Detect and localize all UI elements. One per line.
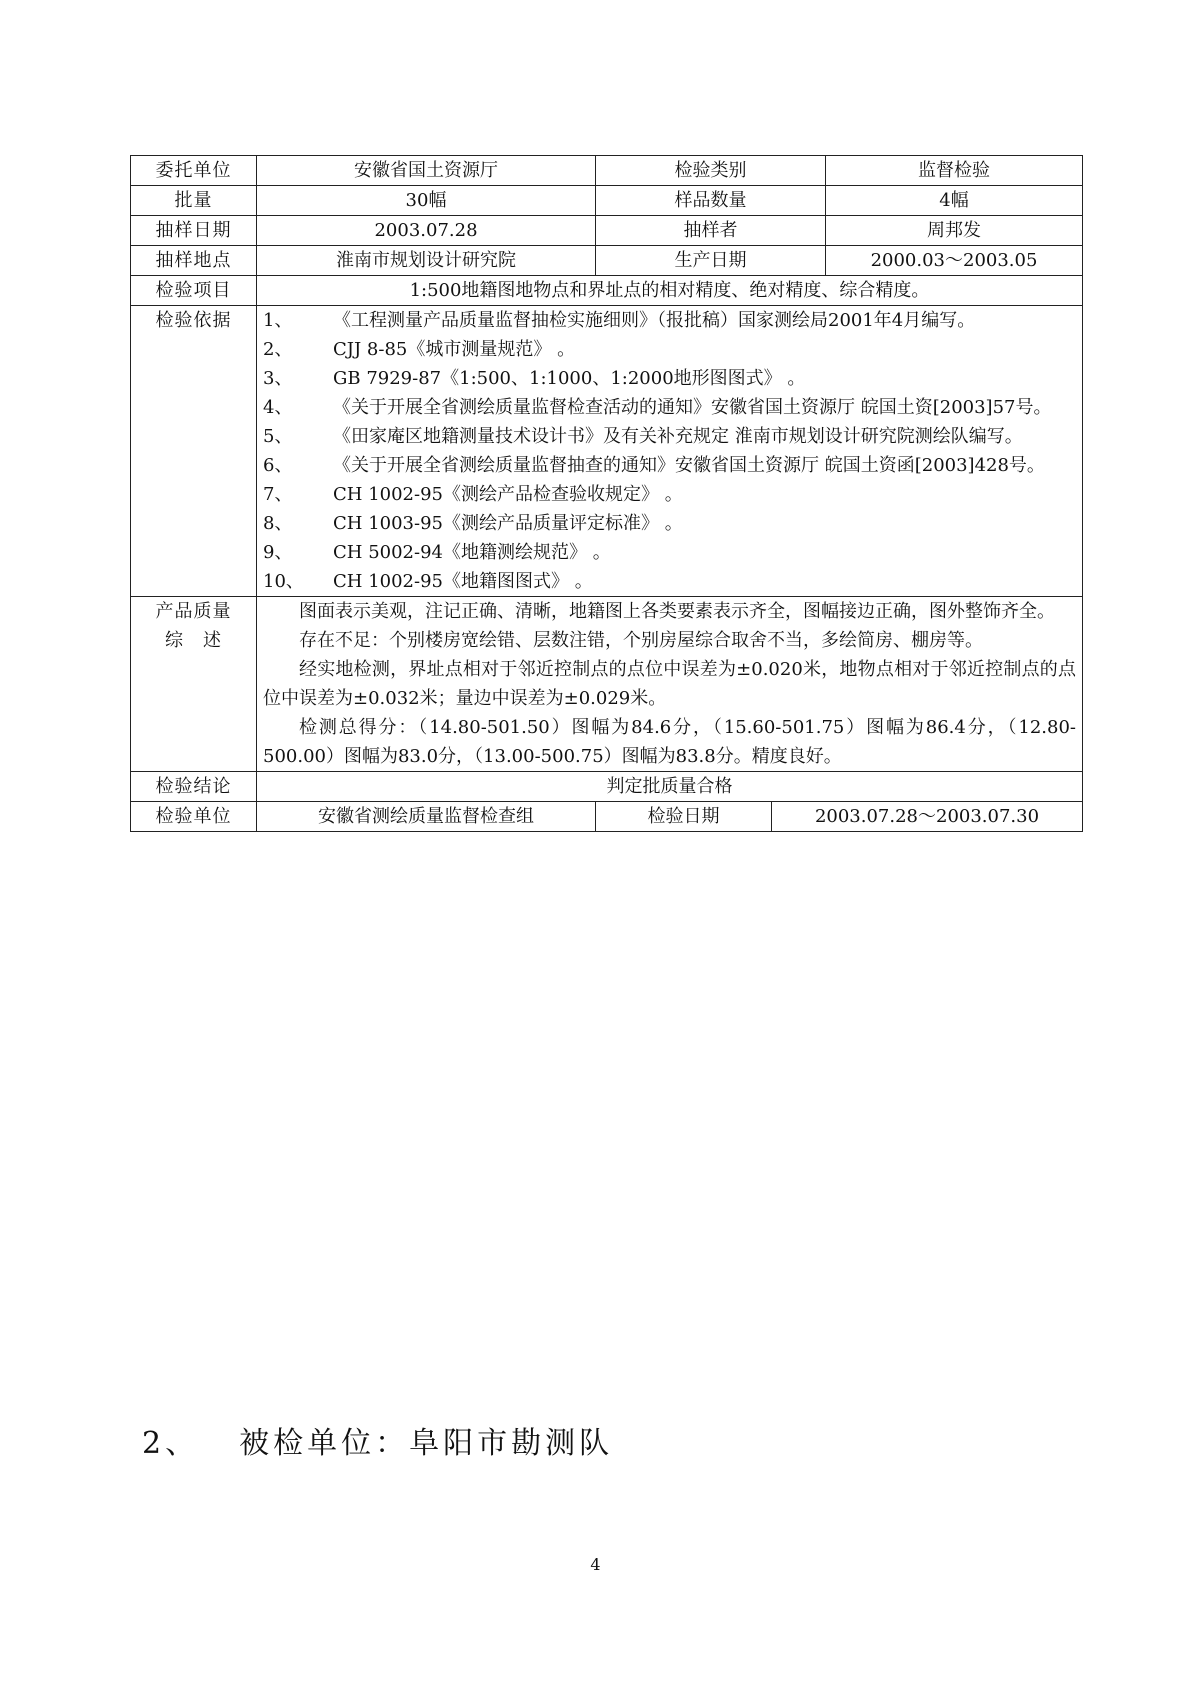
inspection-type-value: 监督检验 bbox=[826, 156, 1083, 186]
basis-item-number: 6、 bbox=[263, 455, 293, 476]
basis-item-text: 《关于开展全省测绘质量监督检查活动的通知》安徽省国土资源厅 皖国土资[2003]57号。 bbox=[333, 397, 1052, 418]
basis-item bbox=[263, 335, 1076, 364]
sampling-date-label: 抽样日期 bbox=[131, 216, 257, 246]
client-value: 安徽省国土资源厅 bbox=[257, 156, 596, 186]
basis-item bbox=[263, 422, 1076, 451]
basis-item bbox=[263, 509, 1076, 538]
basis-item bbox=[263, 538, 1076, 567]
quality-summary-label bbox=[131, 597, 257, 772]
basis-item-number: 1、 bbox=[263, 310, 293, 331]
basis-item-text: 《工程测量产品质量监督抽检实施细则》（报批稿）国家测绘局2001年4月编写。 bbox=[333, 310, 976, 331]
basis-item-number: 4、 bbox=[263, 397, 293, 418]
row-batch bbox=[131, 186, 1083, 216]
basis-item-number: 2、 bbox=[263, 339, 293, 360]
basis-item-number: 3、 bbox=[263, 368, 293, 389]
quality-paragraph: 存在不足：个别楼房宽绘错、层数注错，个别房屋综合取舍不当，多绘简房、棚房等。 bbox=[299, 630, 983, 651]
basis-item bbox=[263, 480, 1076, 509]
inspection-unit-value: 安徽省测绘质量监督检查组 bbox=[257, 802, 596, 832]
sampling-place-label: 抽样地点 bbox=[131, 246, 257, 276]
batch-label: 批量 bbox=[131, 186, 257, 216]
basis-item-number: 10、 bbox=[263, 571, 304, 592]
inspection-basis-label: 检验依据 bbox=[131, 306, 257, 597]
sampling-place-value: 淮南市规划设计研究院 bbox=[257, 246, 596, 276]
basis-item-number: 8、 bbox=[263, 513, 293, 534]
basis-item bbox=[263, 306, 1076, 335]
quality-summary-label-line2: 综 述 bbox=[165, 630, 222, 651]
production-date-label: 生产日期 bbox=[596, 246, 826, 276]
row-sampling-place bbox=[131, 246, 1083, 276]
section-title: 被检单位：阜阳市勘测队 bbox=[239, 1426, 614, 1461]
quality-paragraph: 经实地检测，界址点相对于邻近控制点的点位中误差为±0.020米，地物点相对于邻近控制点的点位中误差为±0.032米；量边中误差为±0.029米。 bbox=[263, 659, 1076, 709]
client-label: 委托单位 bbox=[131, 156, 257, 186]
basis-item bbox=[263, 393, 1076, 422]
batch-value: 30幅 bbox=[257, 186, 596, 216]
production-date-value: 2000.03～2003.05 bbox=[826, 246, 1083, 276]
basis-item-number: 5、 bbox=[263, 426, 293, 447]
row-sampling-date bbox=[131, 216, 1083, 246]
sampler-value: 周邦发 bbox=[826, 216, 1083, 246]
basis-item-text: CH 1003-95《测绘产品质量评定标准》 。 bbox=[333, 513, 683, 534]
page-number: 4 bbox=[590, 1555, 601, 1574]
sample-count-label: 样品数量 bbox=[596, 186, 826, 216]
basis-item-text: GB 7929-87《1:500、1:1000、1:2000地形图图式》 。 bbox=[333, 368, 806, 389]
basis-item bbox=[263, 451, 1076, 480]
inspection-report-table bbox=[130, 155, 1083, 832]
basis-item-text: 《田家庵区地籍测量技术设计书》及有关补充规定 淮南市规划设计研究院测绘队编写。 bbox=[333, 426, 1023, 447]
inspection-unit-label: 检验单位 bbox=[131, 802, 257, 832]
row-inspection-basis bbox=[131, 306, 1083, 597]
quality-paragraph: 检测总得分：（14.80-501.50）图幅为84.6分，（15.60-501.75）图幅为86.4分，（12.80-500.00）图幅为83.0分，（13.00-500.75）图幅为83.8分。精度良好。 bbox=[263, 717, 1076, 767]
basis-item-text: CJJ 8-85《城市测量规范》 。 bbox=[333, 339, 576, 360]
basis-item-text: CH 5002-94《地籍测绘规范》 。 bbox=[333, 542, 611, 563]
basis-item-text: 《关于开展全省测绘质量监督抽查的通知》安徽省国土资源厅 皖国土资函[2003]428号。 bbox=[333, 455, 1045, 476]
row-inspection-unit bbox=[131, 802, 1083, 832]
sample-count-value: 4幅 bbox=[826, 186, 1083, 216]
conclusion-value: 判定批质量合格 bbox=[257, 772, 1083, 802]
inspection-basis-list bbox=[257, 306, 1083, 597]
section-heading bbox=[142, 1418, 613, 1462]
conclusion-label: 检验结论 bbox=[131, 772, 257, 802]
basis-item bbox=[263, 364, 1076, 393]
row-quality-summary bbox=[131, 597, 1083, 772]
basis-item-text: CH 1002-95《地籍图图式》 。 bbox=[333, 571, 593, 592]
basis-item-number: 7、 bbox=[263, 484, 293, 505]
row-client bbox=[131, 156, 1083, 186]
inspection-items-label: 检验项目 bbox=[131, 276, 257, 306]
row-conclusion bbox=[131, 772, 1083, 802]
inspection-date-label: 检验日期 bbox=[596, 802, 772, 832]
quality-paragraph: 图面表示美观，注记正确、清晰，地籍图上各类要素表示齐全，图幅接边正确，图外整饰齐全。 bbox=[299, 601, 1055, 622]
row-inspection-items bbox=[131, 276, 1083, 306]
section-number: 2、 bbox=[142, 1426, 200, 1461]
inspection-items-value: 1:500地籍图地物点和界址点的相对精度、绝对精度、综合精度。 bbox=[257, 276, 1083, 306]
sampler-label: 抽样者 bbox=[596, 216, 826, 246]
inspection-date-value: 2003.07.28～2003.07.30 bbox=[772, 802, 1083, 832]
quality-summary-text bbox=[257, 597, 1083, 772]
basis-item bbox=[263, 567, 1076, 596]
basis-item-number: 9、 bbox=[263, 542, 293, 563]
quality-summary-label-line1: 产品质量 bbox=[155, 601, 232, 622]
inspection-type-label: 检验类别 bbox=[596, 156, 826, 186]
basis-item-text: CH 1002-95《测绘产品检查验收规定》 。 bbox=[333, 484, 683, 505]
sampling-date-value: 2003.07.28 bbox=[257, 216, 596, 246]
